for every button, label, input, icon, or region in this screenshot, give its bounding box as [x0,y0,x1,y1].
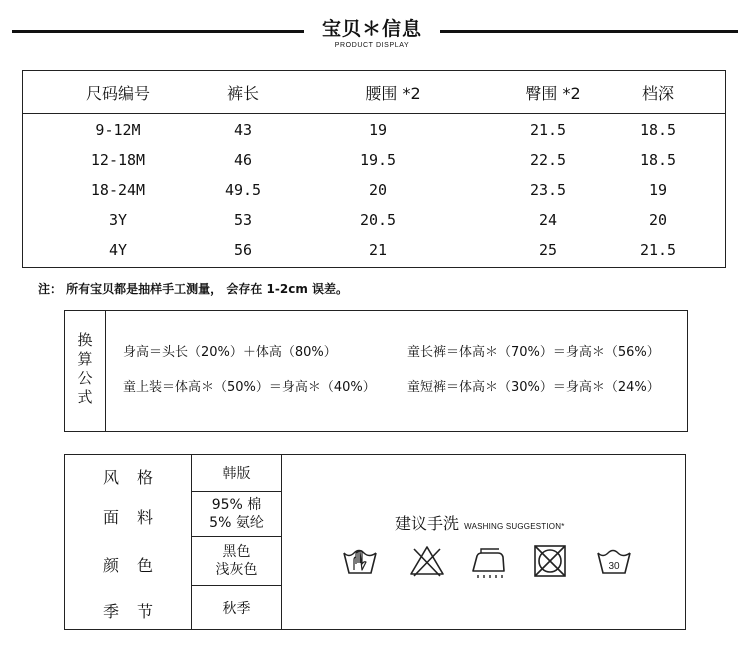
wash-30-icon [595,543,633,579]
size-table [22,70,726,268]
page-title: 宝贝＊信息 [321,18,422,40]
column-header-hip: 臀围 *2 [525,84,581,103]
care-title-en: WASHING SUGGESTION* [464,522,565,531]
length-cell: 46 [233,151,253,169]
measurement-note: 注： 所有宝贝都是抽样手工测量， 会存在 1-2cm 误差。 [38,282,349,296]
column-header-pants-length: 裤长 [226,84,259,103]
column-divider [281,455,282,629]
formula-heading [65,331,105,407]
attribute-value-season [192,600,281,618]
no-tumble-dry-icon [531,543,569,579]
hip-cell: 22.5 [529,151,567,169]
attribute-value-line: 浅灰色 [215,562,258,578]
product-attributes-box [64,454,686,630]
waist-cell: 19.5 [359,151,397,169]
column-header-waist: 腰围 *2 [365,84,421,103]
row-divider [191,536,281,537]
hip-cell: 24 [538,211,558,229]
attribute-label-fabric: 面料 [102,508,171,527]
no-bleach-icon [408,543,446,579]
size-cell: 18-24M [90,181,146,199]
formula-heading-char: 换 [77,331,93,349]
attribute-value-line: 95% 棉 [211,497,262,513]
hip-cell: 21.5 [529,121,567,139]
size-cell: 12-18M [90,151,146,169]
care-title [395,511,565,534]
care-title-zh: 建议手洗 [395,514,460,533]
length-cell: 53 [233,211,253,229]
rise-cell: 20 [648,211,668,229]
rise-cell: 18.5 [639,121,677,139]
rise-cell: 18.5 [639,151,677,169]
attribute-label-season: 季节 [102,602,171,621]
length-cell: 49.5 [224,181,262,199]
column-header-size: 尺码编号 [85,84,150,103]
size-cell: 4Y [108,241,128,259]
attribute-label-style: 风格 [102,468,171,487]
size-cell: 9-12M [95,121,141,139]
size-table-header-divider [23,113,725,114]
formula-heading-char: 公 [77,369,93,387]
size-cell: 3Y [108,211,128,229]
attribute-value-line: 秋季 [222,601,251,617]
formula-top: 童上装＝体高＊（50%）＝身高＊（40%） [123,380,376,395]
formula-long-pants: 童长裤＝体高＊（70%）＝身高＊（56%） [407,345,660,360]
hand-wash-icon [341,543,379,579]
formula-divider [105,311,106,431]
formula-heading-char: 算 [77,350,93,368]
column-header-rise: 档深 [641,84,674,103]
length-cell: 43 [233,121,253,139]
attribute-value-line: 黑色 [222,544,251,560]
row-divider [191,491,281,492]
attribute-value-line: 5% 氨纶 [209,515,264,531]
waist-cell: 21 [368,241,388,259]
waist-cell: 20 [368,181,388,199]
rise-cell: 19 [648,181,668,199]
page-subtitle: PRODUCT DISPLAY [334,42,410,49]
header-rule-right [440,30,738,33]
length-cell: 56 [233,241,253,259]
attribute-value-color [192,543,281,579]
rise-cell: 21.5 [639,241,677,259]
iron-icon [469,543,507,579]
hip-cell: 23.5 [529,181,567,199]
attribute-value-line: 韩版 [222,466,251,482]
waist-cell: 20.5 [359,211,397,229]
formula-shorts: 童短裤＝体高＊（30%）＝身高＊（24%） [407,380,660,395]
row-divider [191,585,281,586]
attribute-value-fabric [192,496,281,532]
conversion-formula-box [64,310,688,432]
waist-cell: 19 [368,121,388,139]
header-rule-left [12,30,304,33]
formula-heading-char: 式 [77,388,93,406]
attribute-label-color: 颜色 [102,556,171,575]
hip-cell: 25 [538,241,558,259]
wash-temperature-label: 30 [608,561,620,572]
attribute-value-style [192,465,281,483]
formula-height: 身高＝头长（20%）＋体高（80%） [123,345,337,360]
